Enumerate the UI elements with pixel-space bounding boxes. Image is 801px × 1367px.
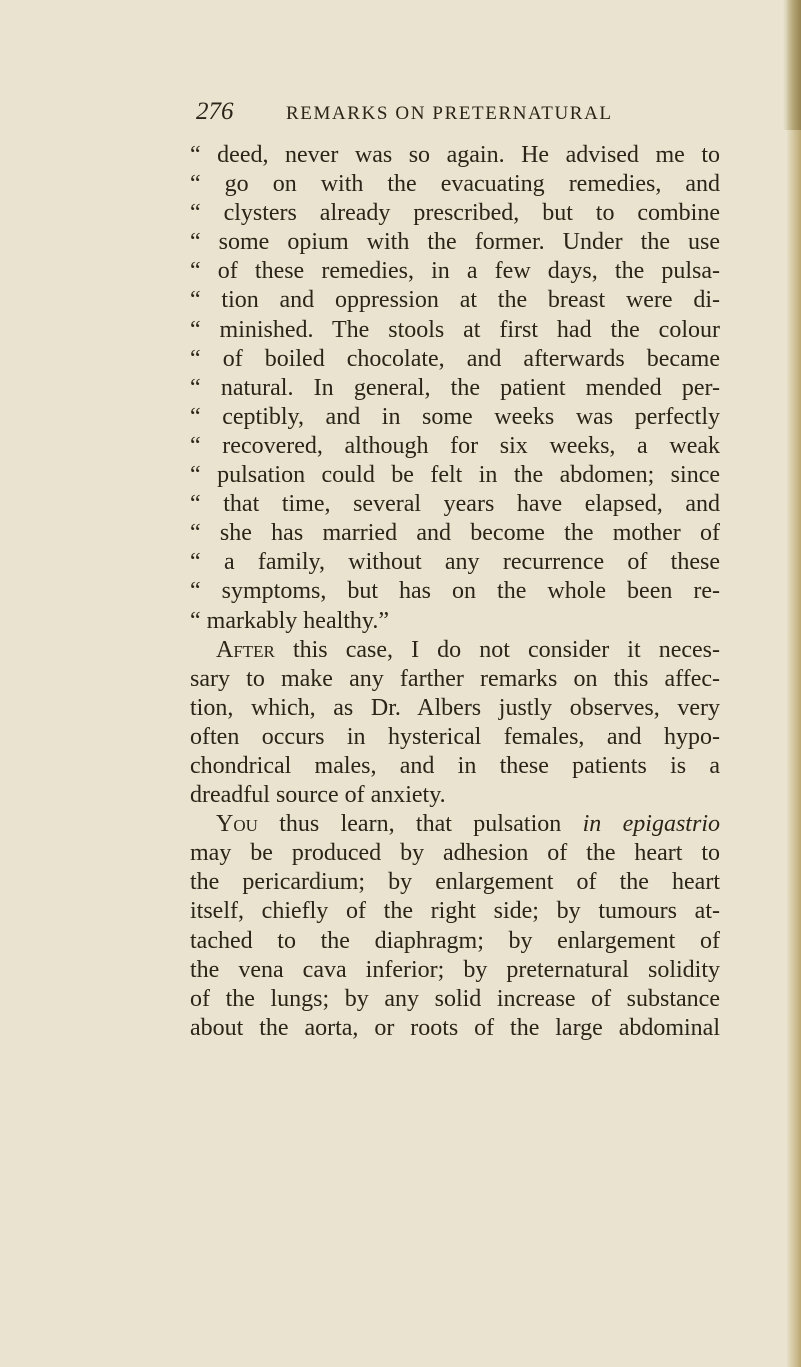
running-head bbox=[196, 98, 716, 128]
text-line: “ clysters already prescribed, but to combine bbox=[190, 200, 720, 227]
text-line: the vena cava inferior; by preternatural solidity bbox=[190, 956, 720, 983]
text-line: tached to the diaphragm; by enlargement of bbox=[190, 927, 720, 954]
page-edge-darkening bbox=[783, 0, 801, 130]
text-line: “ minished. The stools at first had the colour bbox=[190, 316, 720, 343]
text-line: tion, which, as Dr. Albers justly observes, very bbox=[190, 694, 720, 721]
paragraph-you-thus-learn bbox=[190, 810, 720, 1043]
italic-phrase: in epigastrio bbox=[582, 811, 720, 838]
text-line: “ symptoms, but has on the whole been re- bbox=[190, 578, 720, 605]
text-run: thus learn, that pulsation bbox=[257, 811, 583, 838]
body-text bbox=[190, 141, 720, 1043]
text-line: “ recovered, although for six weeks, a weak bbox=[190, 432, 720, 459]
text-line: “ of these remedies, in a few days, the pulsa- bbox=[190, 258, 720, 285]
page-edge-shadow bbox=[787, 0, 801, 1367]
text-line: “ ceptibly, and in some weeks was perfectly bbox=[190, 403, 720, 430]
text-line: dreadful source of anxiety. bbox=[190, 782, 446, 809]
text-line: “ pulsation could be felt in the abdomen; since bbox=[190, 462, 720, 489]
text-line: “ she has married and become the mother of bbox=[190, 520, 720, 547]
text-line: chondrical males, and in these patients is a bbox=[190, 752, 720, 779]
text-line: “ natural. In general, the patient mended per- bbox=[190, 374, 720, 401]
text-line: may be produced by adhesion of the heart to bbox=[190, 840, 720, 867]
text-line bbox=[190, 810, 720, 839]
paragraph-lead-word: After bbox=[216, 636, 275, 663]
text-line: “ go on with the evacuating remedies, and bbox=[190, 171, 720, 198]
page-number: 276 bbox=[196, 98, 234, 125]
text-line: “ of boiled chocolate, and afterwards became bbox=[190, 345, 720, 372]
text-line: the pericardium; by enlargement of the heart bbox=[190, 869, 720, 896]
text-line: “ markably healthy.” bbox=[190, 607, 390, 634]
text-line: itself, chiefly of the right side; by tumours at- bbox=[190, 898, 720, 925]
text-line: “ a family, without any recurrence of these bbox=[190, 549, 720, 576]
text-run: this case, I do not consider it neces- bbox=[274, 636, 720, 663]
paragraph-after-this-case bbox=[190, 636, 720, 811]
running-title: REMARKS ON PRETERNATURAL bbox=[286, 103, 613, 124]
paragraph-lead-word: You bbox=[216, 811, 258, 838]
text-line bbox=[190, 636, 720, 665]
text-line: “ that time, several years have elapsed, and bbox=[190, 491, 720, 518]
text-line: about the aorta, or roots of the large abdominal bbox=[190, 1014, 720, 1041]
text-line: “ some opium with the former. Under the use bbox=[190, 229, 720, 256]
text-line: often occurs in hysterical females, and hypo- bbox=[190, 723, 720, 750]
text-line: of the lungs; by any solid increase of substance bbox=[190, 985, 720, 1012]
text-line: “ deed, never was so again. He advised me to bbox=[190, 142, 720, 168]
text-line: “ tion and oppression at the breast were di- bbox=[190, 287, 720, 314]
quoted-paragraph bbox=[190, 141, 720, 636]
text-line: sary to make any farther remarks on this affec- bbox=[190, 665, 720, 692]
